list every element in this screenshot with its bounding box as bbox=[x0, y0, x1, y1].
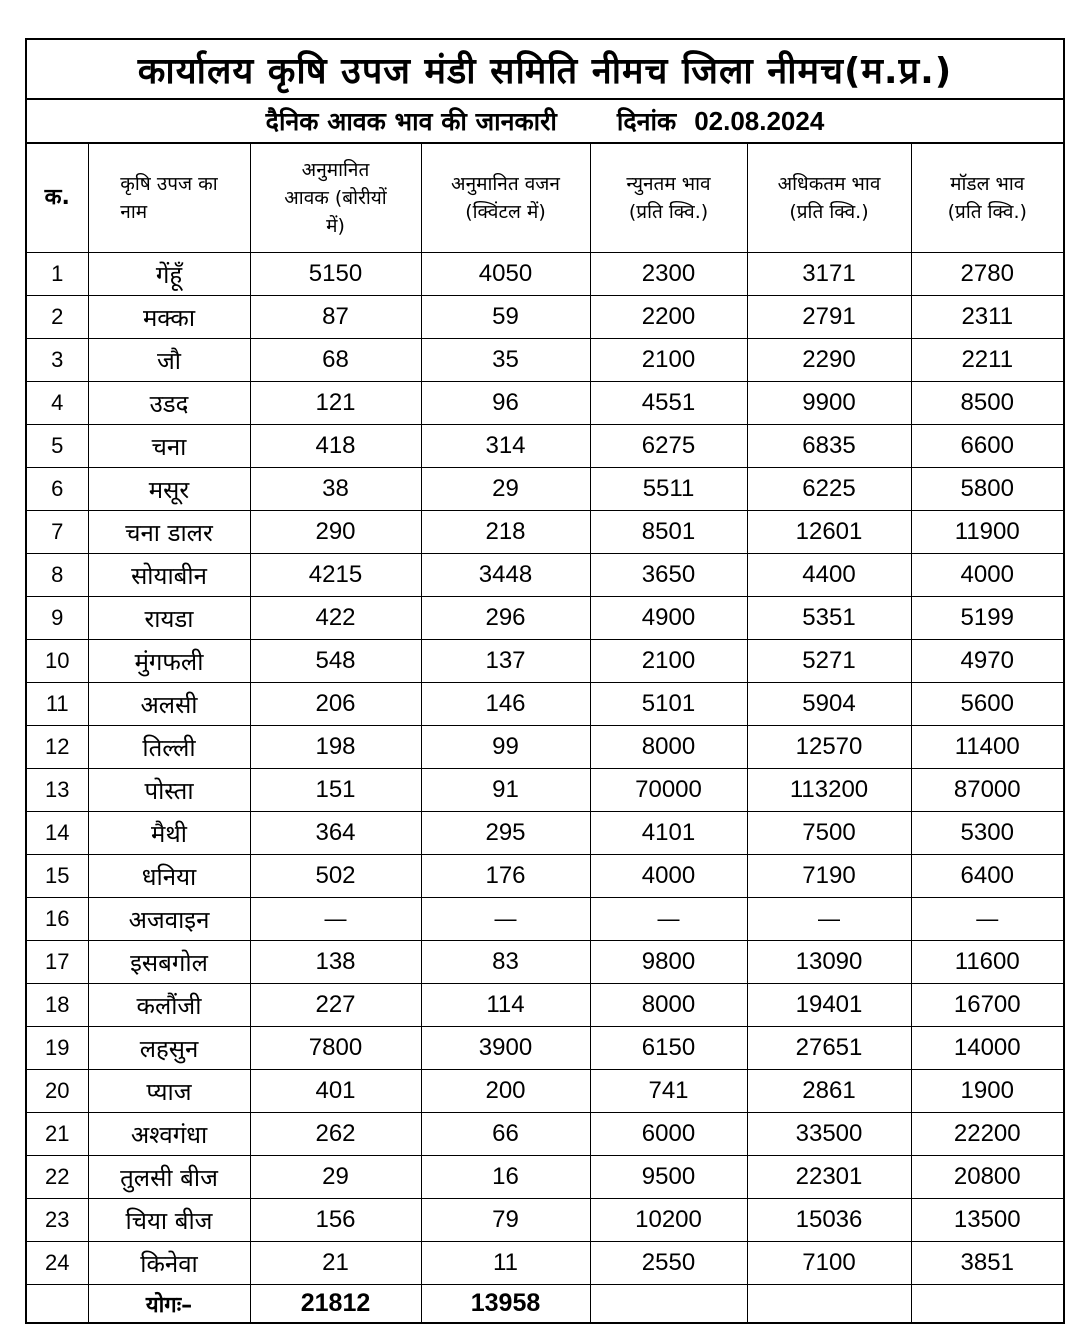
cell-modal-price: 5300 bbox=[911, 812, 1063, 855]
cell-crop-name: चना bbox=[88, 425, 250, 468]
cell-crop-name: प्याज bbox=[88, 1070, 250, 1113]
cell-modal-price: 16700 bbox=[911, 984, 1063, 1027]
cell-modal-price: 1900 bbox=[911, 1070, 1063, 1113]
col-header-max-price: अधिकतम भाव (प्रति क्वि.) bbox=[747, 144, 911, 253]
total-blank-cell bbox=[747, 1285, 911, 1323]
cell-max-price: 9900 bbox=[747, 382, 911, 425]
cell-min-price: 2100 bbox=[590, 339, 747, 382]
cell-modal-price: 6600 bbox=[911, 425, 1063, 468]
cell-arrival: 29 bbox=[250, 1156, 421, 1199]
cell-min-price: 5511 bbox=[590, 468, 747, 511]
cell-arrival: 418 bbox=[250, 425, 421, 468]
table-row bbox=[27, 597, 1063, 640]
table-row bbox=[27, 1070, 1063, 1113]
table-header-row bbox=[27, 144, 1063, 253]
cell-max-price: 22301 bbox=[747, 1156, 911, 1199]
cell-crop-name: उडद bbox=[88, 382, 250, 425]
cell-min-price: 741 bbox=[590, 1070, 747, 1113]
table-row bbox=[27, 468, 1063, 511]
cell-max-price: 113200 bbox=[747, 769, 911, 812]
col-header-modal-price: मॉडल भाव (प्रति क्वि.) bbox=[911, 144, 1063, 253]
table-row bbox=[27, 296, 1063, 339]
cell-max-price: 6835 bbox=[747, 425, 911, 468]
cell-modal-price: 5600 bbox=[911, 683, 1063, 726]
cell-serial: 18 bbox=[27, 984, 88, 1027]
cell-min-price: 8000 bbox=[590, 984, 747, 1027]
cell-serial: 3 bbox=[27, 339, 88, 382]
cell-crop-name: मसूर bbox=[88, 468, 250, 511]
cell-modal-price: 5199 bbox=[911, 597, 1063, 640]
cell-weight: 200 bbox=[421, 1070, 590, 1113]
cell-max-price: 15036 bbox=[747, 1199, 911, 1242]
cell-crop-name: मुंगफली bbox=[88, 640, 250, 683]
cell-crop-name: मक्का bbox=[88, 296, 250, 339]
cell-arrival: 121 bbox=[250, 382, 421, 425]
report-date: 02.08.2024 bbox=[694, 105, 825, 136]
cell-min-price: 70000 bbox=[590, 769, 747, 812]
col-header-weight: अनुमानित वजन (क्विंटल में) bbox=[421, 144, 590, 253]
cell-serial: 22 bbox=[27, 1156, 88, 1199]
cell-serial: 23 bbox=[27, 1199, 88, 1242]
cell-serial: 21 bbox=[27, 1113, 88, 1156]
cell-crop-name: अलसी bbox=[88, 683, 250, 726]
cell-weight: 3900 bbox=[421, 1027, 590, 1070]
cell-arrival: 198 bbox=[250, 726, 421, 769]
cell-modal-price: 2780 bbox=[911, 253, 1063, 296]
cell-serial: 8 bbox=[27, 554, 88, 597]
cell-max-price: — bbox=[747, 898, 911, 941]
table-row bbox=[27, 253, 1063, 296]
cell-min-price: 6000 bbox=[590, 1113, 747, 1156]
table-row bbox=[27, 1199, 1063, 1242]
cell-modal-price: 6400 bbox=[911, 855, 1063, 898]
cell-arrival: 138 bbox=[250, 941, 421, 984]
col-header-serial: क. bbox=[27, 144, 88, 253]
cell-max-price: 7190 bbox=[747, 855, 911, 898]
cell-serial: 10 bbox=[27, 640, 88, 683]
col-header-min-price: न्युनतम भाव (प्रति क्वि.) bbox=[590, 144, 747, 253]
cell-crop-name: तुलसी बीज bbox=[88, 1156, 250, 1199]
cell-min-price: 2100 bbox=[590, 640, 747, 683]
price-table bbox=[27, 144, 1063, 1322]
cell-crop-name: गेंहूँ bbox=[88, 253, 250, 296]
report-subtitle: दैनिक आवक भाव की जानकारी bbox=[265, 107, 557, 136]
cell-weight: 35 bbox=[421, 339, 590, 382]
col-header-crop-name: कृषि उपज का नाम bbox=[88, 144, 250, 253]
cell-weight: 83 bbox=[421, 941, 590, 984]
cell-weight: 176 bbox=[421, 855, 590, 898]
cell-serial: 2 bbox=[27, 296, 88, 339]
total-arrival: 21812 bbox=[250, 1285, 421, 1323]
cell-crop-name: पोस्ता bbox=[88, 769, 250, 812]
cell-modal-price: 22200 bbox=[911, 1113, 1063, 1156]
cell-arrival: 422 bbox=[250, 597, 421, 640]
table-row bbox=[27, 1113, 1063, 1156]
table-row bbox=[27, 640, 1063, 683]
cell-weight: 295 bbox=[421, 812, 590, 855]
office-title: कार्यालय कृषि उपज मंडी समिति नीमच जिला नीमच(म.प्र.) bbox=[27, 40, 1063, 100]
cell-crop-name: तिल्ली bbox=[88, 726, 250, 769]
cell-crop-name: इसबगोल bbox=[88, 941, 250, 984]
cell-modal-price: 20800 bbox=[911, 1156, 1063, 1199]
cell-min-price: 5101 bbox=[590, 683, 747, 726]
cell-min-price: — bbox=[590, 898, 747, 941]
cell-serial: 16 bbox=[27, 898, 88, 941]
cell-crop-name: अजवाइन bbox=[88, 898, 250, 941]
cell-modal-price: 3851 bbox=[911, 1242, 1063, 1285]
cell-modal-price: 2211 bbox=[911, 339, 1063, 382]
cell-min-price: 6150 bbox=[590, 1027, 747, 1070]
cell-weight: 99 bbox=[421, 726, 590, 769]
table-row bbox=[27, 941, 1063, 984]
cell-arrival: 548 bbox=[250, 640, 421, 683]
cell-serial: 5 bbox=[27, 425, 88, 468]
cell-max-price: 19401 bbox=[747, 984, 911, 1027]
cell-weight: 4050 bbox=[421, 253, 590, 296]
cell-modal-price: 11900 bbox=[911, 511, 1063, 554]
cell-weight: 16 bbox=[421, 1156, 590, 1199]
total-label: योगः– bbox=[88, 1285, 250, 1323]
cell-weight: 79 bbox=[421, 1199, 590, 1242]
total-blank-cell bbox=[911, 1285, 1063, 1323]
cell-crop-name: सोयाबीन bbox=[88, 554, 250, 597]
table-row bbox=[27, 1242, 1063, 1285]
cell-arrival: 5150 bbox=[250, 253, 421, 296]
cell-serial: 6 bbox=[27, 468, 88, 511]
cell-arrival: 68 bbox=[250, 339, 421, 382]
table-row bbox=[27, 984, 1063, 1027]
cell-crop-name: मैथी bbox=[88, 812, 250, 855]
cell-min-price: 4000 bbox=[590, 855, 747, 898]
cell-modal-price: 8500 bbox=[911, 382, 1063, 425]
cell-weight: 218 bbox=[421, 511, 590, 554]
cell-weight: — bbox=[421, 898, 590, 941]
cell-weight: 11 bbox=[421, 1242, 590, 1285]
cell-max-price: 2290 bbox=[747, 339, 911, 382]
total-row bbox=[27, 1285, 1063, 1323]
cell-min-price: 9800 bbox=[590, 941, 747, 984]
cell-serial: 24 bbox=[27, 1242, 88, 1285]
cell-min-price: 8501 bbox=[590, 511, 747, 554]
table-row bbox=[27, 1027, 1063, 1070]
cell-min-price: 4101 bbox=[590, 812, 747, 855]
cell-max-price: 7500 bbox=[747, 812, 911, 855]
total-blank-cell bbox=[590, 1285, 747, 1323]
cell-serial: 14 bbox=[27, 812, 88, 855]
cell-min-price: 10200 bbox=[590, 1199, 747, 1242]
cell-serial: 12 bbox=[27, 726, 88, 769]
cell-max-price: 27651 bbox=[747, 1027, 911, 1070]
cell-crop-name: किनेवा bbox=[88, 1242, 250, 1285]
cell-crop-name: धनिया bbox=[88, 855, 250, 898]
cell-arrival: 364 bbox=[250, 812, 421, 855]
cell-crop-name: कलौंजी bbox=[88, 984, 250, 1027]
table-row bbox=[27, 683, 1063, 726]
cell-modal-price: 4970 bbox=[911, 640, 1063, 683]
cell-serial: 20 bbox=[27, 1070, 88, 1113]
table-row bbox=[27, 726, 1063, 769]
table-row bbox=[27, 511, 1063, 554]
cell-serial: 1 bbox=[27, 253, 88, 296]
cell-min-price: 8000 bbox=[590, 726, 747, 769]
cell-modal-price: 11400 bbox=[911, 726, 1063, 769]
table-row bbox=[27, 812, 1063, 855]
cell-min-price: 2200 bbox=[590, 296, 747, 339]
cell-weight: 296 bbox=[421, 597, 590, 640]
cell-arrival: 7800 bbox=[250, 1027, 421, 1070]
cell-serial: 4 bbox=[27, 382, 88, 425]
cell-arrival: 227 bbox=[250, 984, 421, 1027]
cell-max-price: 5904 bbox=[747, 683, 911, 726]
cell-serial: 13 bbox=[27, 769, 88, 812]
cell-arrival: 156 bbox=[250, 1199, 421, 1242]
cell-weight: 91 bbox=[421, 769, 590, 812]
cell-modal-price: 87000 bbox=[911, 769, 1063, 812]
cell-max-price: 12570 bbox=[747, 726, 911, 769]
cell-max-price: 7100 bbox=[747, 1242, 911, 1285]
cell-arrival: 38 bbox=[250, 468, 421, 511]
table-row bbox=[27, 554, 1063, 597]
cell-max-price: 2861 bbox=[747, 1070, 911, 1113]
cell-modal-price: 13500 bbox=[911, 1199, 1063, 1242]
cell-max-price: 33500 bbox=[747, 1113, 911, 1156]
table-row bbox=[27, 425, 1063, 468]
total-blank-cell bbox=[27, 1285, 88, 1323]
cell-min-price: 3650 bbox=[590, 554, 747, 597]
cell-serial: 11 bbox=[27, 683, 88, 726]
cell-arrival: 151 bbox=[250, 769, 421, 812]
cell-arrival: 87 bbox=[250, 296, 421, 339]
table-body bbox=[27, 253, 1063, 1285]
cell-weight: 137 bbox=[421, 640, 590, 683]
cell-modal-price: 2311 bbox=[911, 296, 1063, 339]
table-row bbox=[27, 769, 1063, 812]
cell-serial: 9 bbox=[27, 597, 88, 640]
cell-weight: 146 bbox=[421, 683, 590, 726]
cell-arrival: 290 bbox=[250, 511, 421, 554]
cell-arrival: 21 bbox=[250, 1242, 421, 1285]
cell-crop-name: लहसुन bbox=[88, 1027, 250, 1070]
total-weight: 13958 bbox=[421, 1285, 590, 1323]
cell-crop-name: रायडा bbox=[88, 597, 250, 640]
cell-serial: 7 bbox=[27, 511, 88, 554]
cell-serial: 19 bbox=[27, 1027, 88, 1070]
cell-crop-name: चिया बीज bbox=[88, 1199, 250, 1242]
cell-modal-price: 14000 bbox=[911, 1027, 1063, 1070]
cell-max-price: 4400 bbox=[747, 554, 911, 597]
cell-min-price: 4900 bbox=[590, 597, 747, 640]
cell-arrival: 262 bbox=[250, 1113, 421, 1156]
cell-weight: 59 bbox=[421, 296, 590, 339]
cell-weight: 114 bbox=[421, 984, 590, 1027]
cell-max-price: 3171 bbox=[747, 253, 911, 296]
cell-modal-price: 5800 bbox=[911, 468, 1063, 511]
cell-max-price: 6225 bbox=[747, 468, 911, 511]
price-report-sheet bbox=[25, 38, 1065, 1324]
cell-min-price: 4551 bbox=[590, 382, 747, 425]
cell-arrival: 206 bbox=[250, 683, 421, 726]
cell-weight: 66 bbox=[421, 1113, 590, 1156]
cell-arrival: 4215 bbox=[250, 554, 421, 597]
table-row bbox=[27, 382, 1063, 425]
cell-modal-price: 11600 bbox=[911, 941, 1063, 984]
cell-arrival: 502 bbox=[250, 855, 421, 898]
cell-max-price: 12601 bbox=[747, 511, 911, 554]
cell-arrival: 401 bbox=[250, 1070, 421, 1113]
table-row bbox=[27, 855, 1063, 898]
cell-max-price: 2791 bbox=[747, 296, 911, 339]
cell-modal-price: 4000 bbox=[911, 554, 1063, 597]
cell-max-price: 5271 bbox=[747, 640, 911, 683]
table-row bbox=[27, 339, 1063, 382]
report-subtitle-row bbox=[27, 100, 1063, 144]
cell-min-price: 2300 bbox=[590, 253, 747, 296]
col-header-arrival: अनुमानित आवक (बोरीयों में) bbox=[250, 144, 421, 253]
cell-modal-price: — bbox=[911, 898, 1063, 941]
table-row bbox=[27, 1156, 1063, 1199]
cell-weight: 96 bbox=[421, 382, 590, 425]
cell-crop-name: अश्वगंधा bbox=[88, 1113, 250, 1156]
cell-weight: 3448 bbox=[421, 554, 590, 597]
table-row bbox=[27, 898, 1063, 941]
cell-serial: 17 bbox=[27, 941, 88, 984]
cell-crop-name: चना डालर bbox=[88, 511, 250, 554]
cell-min-price: 2550 bbox=[590, 1242, 747, 1285]
date-label: दिनांक bbox=[616, 107, 677, 136]
cell-weight: 314 bbox=[421, 425, 590, 468]
cell-min-price: 9500 bbox=[590, 1156, 747, 1199]
cell-arrival: — bbox=[250, 898, 421, 941]
cell-serial: 15 bbox=[27, 855, 88, 898]
cell-max-price: 5351 bbox=[747, 597, 911, 640]
cell-min-price: 6275 bbox=[590, 425, 747, 468]
cell-weight: 29 bbox=[421, 468, 590, 511]
cell-max-price: 13090 bbox=[747, 941, 911, 984]
cell-crop-name: जौ bbox=[88, 339, 250, 382]
